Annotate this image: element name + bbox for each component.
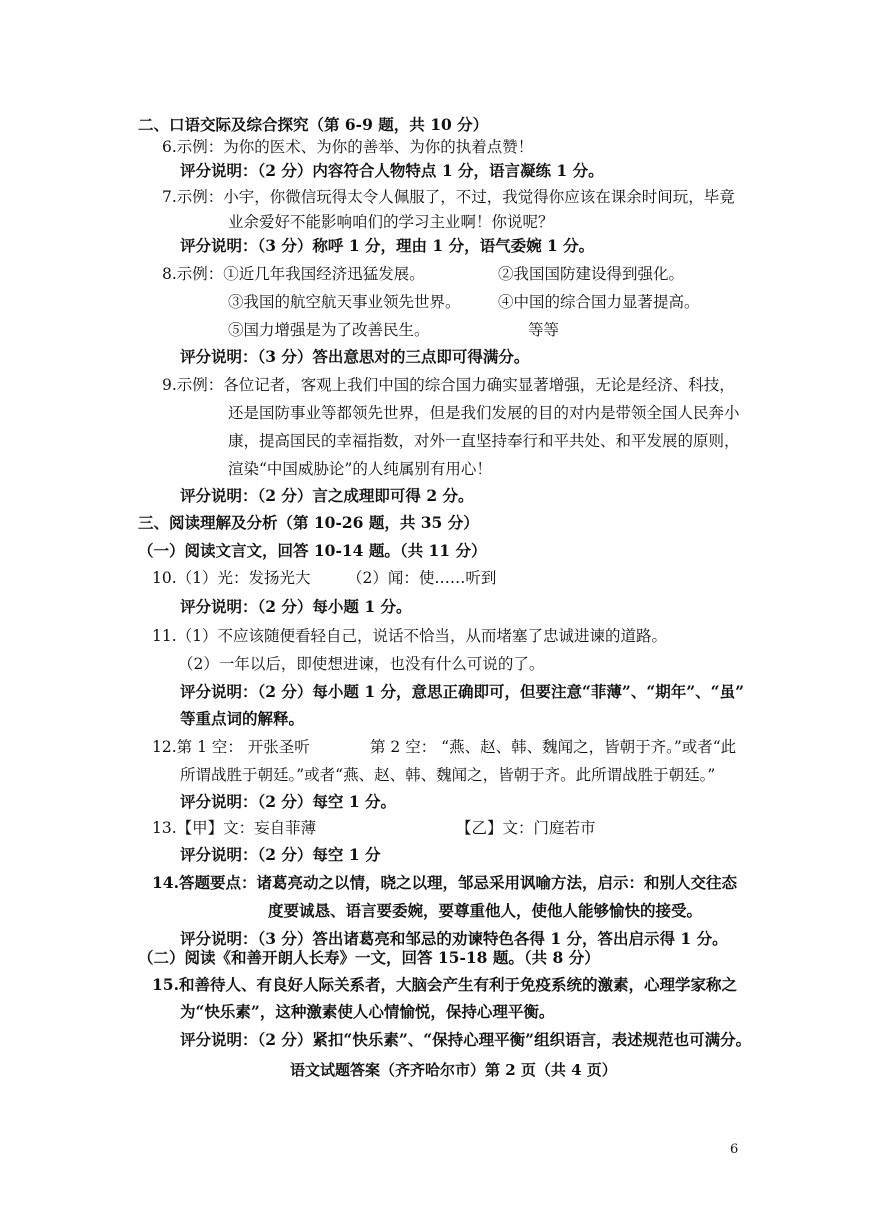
answer-line: 6.示例：为你的医术、为你的善举、为你的执着点赞！ (162, 138, 534, 156)
scoring-note: 等重点词的解释。 (180, 709, 305, 728)
answer-line: ②我国国防建设得到强化。 (498, 265, 685, 283)
answer-line: 康，提高国民的幸福指数，对外一直坚持奉行和平共处、和平发展的原则， (228, 432, 740, 450)
answer-line: 8.示例：①近几年我国经济迅猛发展。 (162, 265, 425, 283)
answer-line: 等等 (528, 321, 560, 339)
section-heading: 二、口语交际及综合探究（第 6-9 题，共 10 分） (138, 115, 489, 134)
answer-line: （2）闻：使……听到 (347, 569, 497, 587)
answer-line: 10.（1）光：发扬光大 (152, 569, 311, 587)
scoring-note: 评分说明：（2 分）紧扣“快乐素”、“保持心理平衡”组织语言，表述规范也可满分。 (180, 1030, 752, 1049)
answer-line: 第 2 空： “燕、赵、韩、魏闻之，皆朝于齐。”或者“此 (370, 738, 737, 756)
answer-line: 【乙】文：门庭若市 (456, 819, 596, 837)
answer-line: ③我国的航空航天事业领先世界。 (228, 293, 461, 311)
answer-line: 渲染“中国威胁论”的人纯属别有用心！ (228, 460, 492, 478)
scoring-note: 评分说明：（2 分）每空 1 分。 (180, 792, 397, 811)
section-heading: 三、阅读理解及分析（第 10-26 题，共 35 分） (138, 513, 479, 532)
answer-line: 15.和善待人、有良好人际关系者，大脑会产生有利于免疫系统的激素，心理学家称之 (152, 975, 737, 994)
scoring-note: 评分说明：（2 分）内容符合人物特点 1 分，语言凝练 1 分。 (180, 161, 604, 180)
answer-line: 为“快乐素”，这种激素使人心情愉悦，保持心理平衡。 (180, 1002, 555, 1021)
subsection-heading: （一）阅读文言文，回答 10-14 题。（共 11 分） (138, 541, 487, 560)
subsection-heading: （二）阅读《和善开朗人长寿》一文，回答 15-18 题。（共 8 分） (138, 948, 600, 967)
answer-line: 还是国防事业等都领先世界，但是我们发展的目的对内是带领全国人民奔小 (228, 404, 740, 422)
scoring-note: 评分说明：（2 分）言之成理即可得 2 分。 (180, 486, 474, 505)
answer-line: 业余爱好不能影响咱们的学习主业啊！你说呢？ (228, 213, 554, 231)
page-footer: 语文试题答案（齐齐哈尔市）第 2 页（共 4 页） (290, 1061, 617, 1079)
answer-line: 12.第 1 空： 开张圣听 (152, 738, 310, 756)
scoring-note: 评分说明：（2 分）每小题 1 分。 (180, 597, 412, 616)
scoring-note: 评分说明：（3 分）答出意思对的三点即可得满分。 (180, 347, 530, 366)
answer-line: 7.示例：小宇，你微信玩得太令人佩服了，不过，我觉得你应该在课余时间玩，毕竟 (162, 188, 735, 206)
page-number: 6 (730, 1142, 739, 1157)
answer-line: （2）一年以后，即使想进谏，也没有什么可说的了。 (178, 655, 545, 673)
scoring-note: 评分说明：（2 分）每小题 1 分，意思正确即可，但要注意“菲薄”、“期年”、“虽” (180, 682, 745, 701)
scoring-note: 评分说明：（3 分）称呼 1 分，理由 1 分，语气委婉 1 分。 (180, 236, 595, 255)
answer-line: ⑤国力增强是为了改善民生。 (228, 321, 430, 339)
scoring-note: 评分说明：（3 分）答出诸葛亮和邹忌的劝谏特色各得 1 分，答出启示得 1 分。 (180, 929, 728, 948)
answer-line: 度要诚恳、语言要委婉，要尊重他人，使他人能够愉快的接受。 (268, 901, 703, 920)
answer-line: 13.【甲】文：妄自菲薄 (152, 819, 317, 837)
answer-line: 9.示例：各位记者，客观上我们中国的综合国力确实显著增强，无论是经济、科技， (162, 376, 735, 394)
answer-line: 14.答题要点：诸葛亮动之以情，晓之以理，邹忌采用讽喻方法，启示：和别人交往态 (152, 873, 737, 892)
scoring-note: 评分说明：（2 分）每空 1 分 (180, 845, 381, 864)
answer-line: ④中国的综合国力显著提高。 (498, 293, 700, 311)
answer-line: 所谓战胜于朝廷。”或者“燕、赵、韩、魏闻之，皆朝于齐。此所谓战胜于朝廷。” (180, 766, 716, 784)
answer-line: 11.（1）不应该随便看轻自己，说话不恰当，从而堵塞了忠诚进谏的道路。 (152, 627, 668, 645)
